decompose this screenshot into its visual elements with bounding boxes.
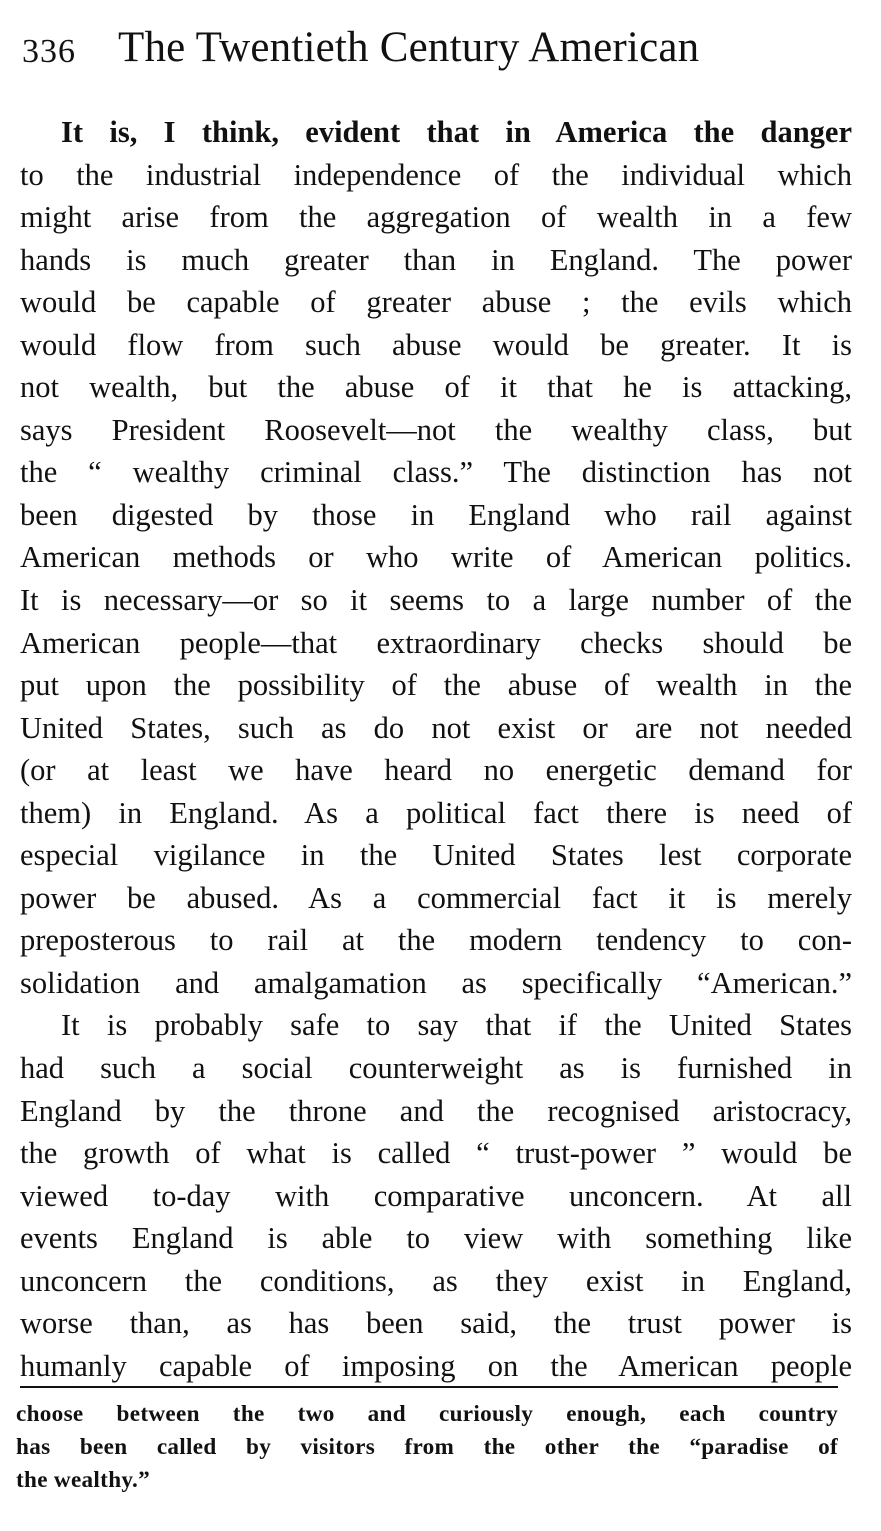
- text-line: says President Roosevelt—not the wealthy class, but: [20, 412, 852, 447]
- text-line: put upon the possibility of the abuse of wealth in the: [20, 668, 852, 703]
- text-line: preposterous to rail at the modern tendency to con-: [20, 923, 852, 958]
- text-line: It is probably safe to say that if the United States: [61, 1008, 852, 1043]
- text-line: to the industrial independence of the individual which: [20, 157, 852, 192]
- footnote-line: has been called by visitors from the other the “paradise of: [16, 1434, 838, 1460]
- text-line: been digested by those in England who rail against: [20, 497, 852, 532]
- text-line: the growth of what is called “ trust-power ” would be: [20, 1136, 852, 1171]
- text-line: American people—that extraordinary checks should be: [20, 625, 852, 660]
- text-line: solidation and amalgamation as specifically “American.”: [20, 965, 852, 1000]
- text-line: not wealth, but the abuse of it that he is attacking,: [20, 370, 852, 405]
- text-line: American methods or who write of American politics.: [20, 540, 852, 575]
- text-line: the “ wealthy criminal class.” The distinction has not: [20, 455, 852, 490]
- footnote: [16, 1398, 838, 1497]
- footnote-divider: [20, 1386, 838, 1388]
- text-line: might arise from the aggregation of wealth in a few: [20, 200, 852, 235]
- text-line: unconcern the conditions, as they exist in England,: [20, 1263, 852, 1298]
- text-line: would flow from such abuse would be greater. It is: [20, 327, 852, 362]
- text-line: especial vigilance in the United States lest corporate: [20, 838, 852, 873]
- text-line: (or at least we have heard no energetic demand for: [20, 753, 852, 788]
- text-line: viewed to-day with comparative unconcern. At all: [20, 1178, 852, 1213]
- footnote-line: choose between the two and curiously enough, each country: [16, 1401, 838, 1427]
- page-number: 336: [22, 33, 76, 70]
- text-line: power be abused. As a commercial fact it is merely: [20, 880, 852, 915]
- text-line: events England is able to view with something like: [20, 1221, 852, 1256]
- text-line: It is necessary—or so it seems to a large number of the: [20, 583, 852, 618]
- text-line: humanly capable of imposing on the American people: [20, 1348, 852, 1383]
- text-line: United States, such as do not exist or are not needed: [20, 710, 852, 745]
- running-header: [22, 22, 842, 76]
- text-line: worse than, as has been said, the trust power is: [20, 1306, 852, 1341]
- body-text: [20, 111, 852, 1387]
- text-line: them) in England. As a political fact there is need of: [20, 795, 852, 830]
- footnote-line: the wealthy.”: [16, 1467, 151, 1493]
- text-line: had such a social counterweight as is furnished in: [20, 1051, 852, 1086]
- running-title: The Twentieth Century American: [118, 24, 700, 71]
- text-line: England by the throne and the recognised aristocracy,: [20, 1093, 852, 1128]
- text-line: would be capable of greater abuse ; the evils which: [20, 285, 852, 320]
- text-line: It is, I think, evident that in America the danger: [61, 115, 852, 149]
- text-line: hands is much greater than in England. The power: [20, 242, 852, 277]
